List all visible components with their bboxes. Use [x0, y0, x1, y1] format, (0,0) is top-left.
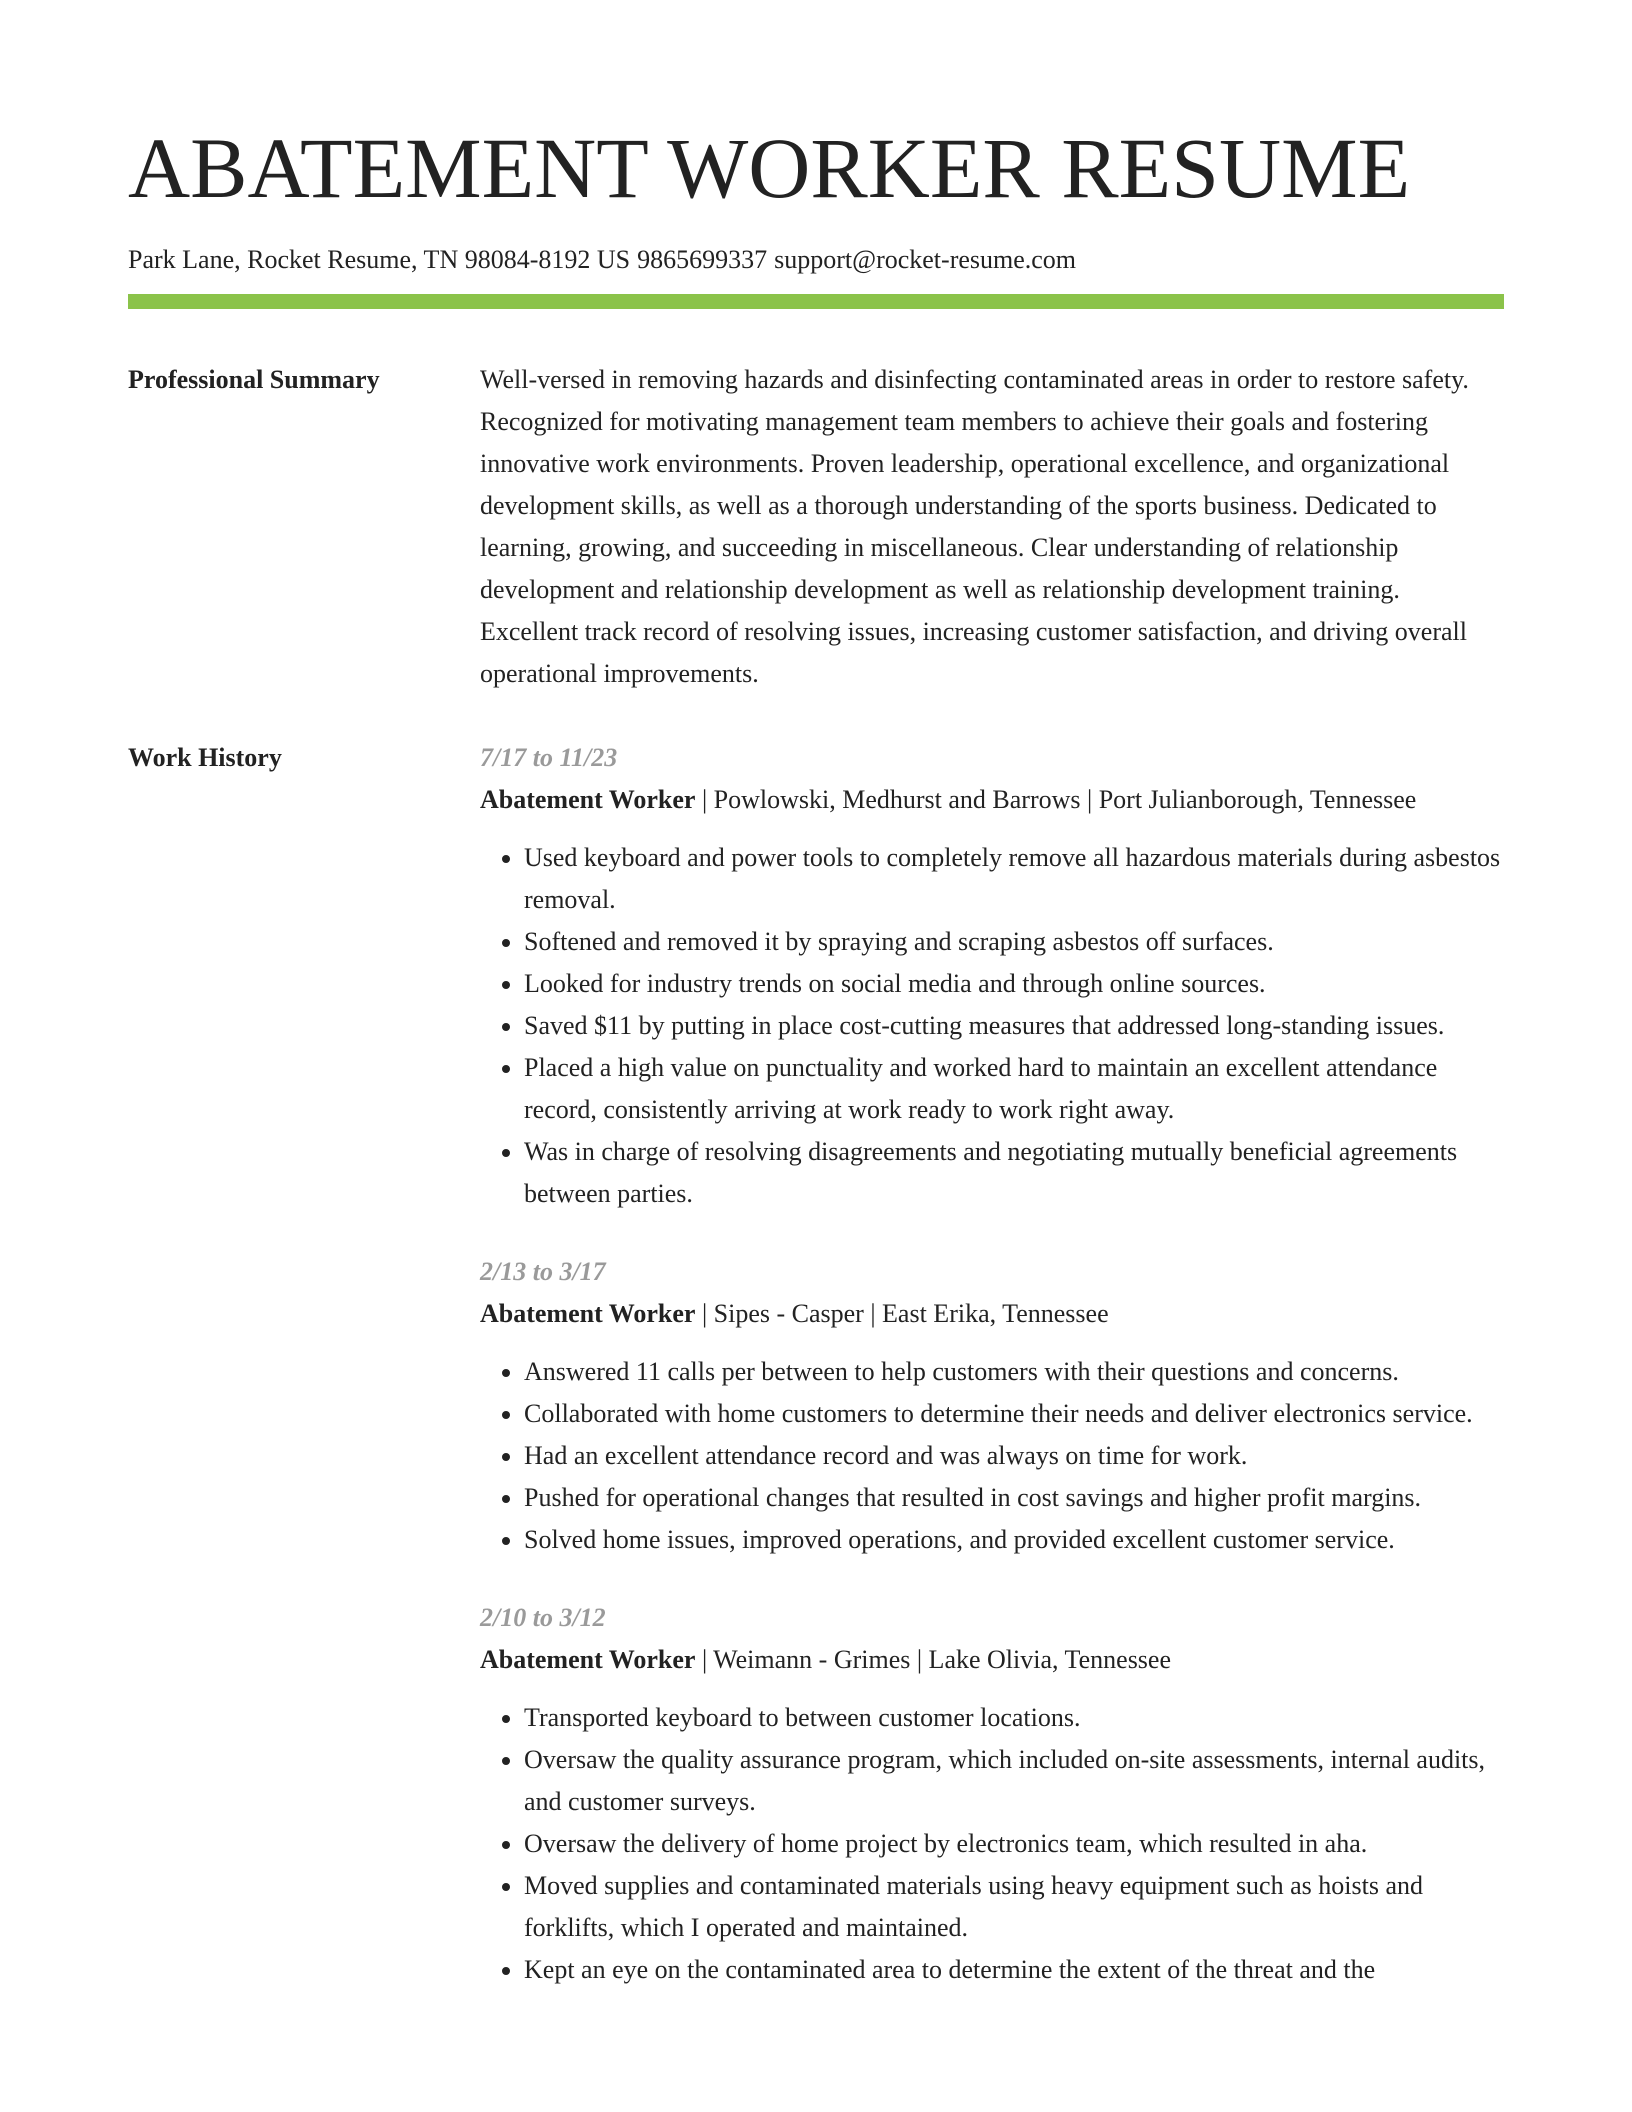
job-title: Abatement Worker [480, 1299, 696, 1328]
job-bullet: • Saved $11 by putting in place cost-cutting measures that addressed long-standing issues. [524, 1005, 1504, 1047]
contact-address: Park Lane, Rocket Resume, TN 98084-8192 US [128, 245, 631, 274]
job-details: | Sipes - Casper | East Erika, Tennessee [695, 1299, 1109, 1328]
job-bullet: • Pushed for operational changes that resulted in cost savings and higher profit margins. [524, 1477, 1504, 1519]
job-bullet: • Looked for industry trends on social media and through online sources. [524, 963, 1504, 1005]
job-bullet: • Was in charge of resolving disagreements and negotiating mutually beneficial agreements between parties. [524, 1131, 1504, 1215]
summary-section [128, 359, 1504, 695]
job-bullet: • Answered 11 calls per between to help customers with their questions and concerns. [524, 1351, 1504, 1393]
job-heading [480, 779, 1504, 821]
job-bullet: • Placed a high value on punctuality and worked hard to maintain an excellent attendance record, consistently arriving at work ready to work right away. [524, 1047, 1504, 1131]
summary-body [480, 359, 1504, 695]
job-bullet: • Oversaw the quality assurance program, which included on-site assessments, internal audits, and customer surveys. [524, 1739, 1504, 1823]
page-title: ABATEMENT WORKER RESUME [128, 120, 1411, 216]
job-bullet: • Moved supplies and contaminated materials using heavy equipment such as hoists and forklifts, which I operated and maintained. [524, 1865, 1504, 1949]
job-dates: 7/17 to 11/23 [480, 743, 618, 772]
job-bullet: • Transported keyboard to between customer locations. [524, 1697, 1504, 1739]
job-details: | Powlowski, Medhurst and Barrows | Port Julianborough, Tennessee [695, 785, 1417, 814]
resume-page [128, 0, 1504, 2027]
job-bullets [480, 1351, 1504, 1561]
job-entry [480, 737, 1504, 1215]
contact-email: support@rocket-resume.com [774, 245, 1077, 274]
contact-line [128, 244, 1504, 276]
accent-divider [128, 294, 1504, 309]
work-history-body [480, 737, 1504, 2027]
job-bullet: • Oversaw the delivery of home project by electronics team, which resulted in aha. [524, 1823, 1504, 1865]
section-label-work-history: Work History [128, 743, 282, 772]
contact-phone: 9865699337 [637, 245, 768, 274]
job-entry [480, 1251, 1504, 1561]
job-bullet: • Kept an eye on the contaminated area to determine the extent of the threat and the [524, 1949, 1504, 1991]
job-bullets [480, 837, 1504, 1215]
job-heading [480, 1293, 1504, 1335]
job-title: Abatement Worker [480, 785, 696, 814]
job-bullet: • Used keyboard and power tools to completely remove all hazardous materials during asbestos removal. [524, 837, 1504, 921]
job-dates: 2/10 to 3/12 [480, 1603, 606, 1632]
job-title: Abatement Worker [480, 1645, 696, 1674]
job-bullet: • Had an excellent attendance record and was always on time for work. [524, 1435, 1504, 1477]
job-heading [480, 1639, 1504, 1681]
job-bullet: • Softened and removed it by spraying and scraping asbestos off surfaces. [524, 921, 1504, 963]
job-bullet: • Solved home issues, improved operations, and provided excellent customer service. [524, 1519, 1504, 1561]
summary-text: Well-versed in removing hazards and disinfecting contaminated areas in order to restore safety. Recognized for motivating management team members to achieve their goals and fostering innovative work environments. Proven leadership, operational excellence, and organizational development skills, as well as a thorough understanding of the sports business. Dedicated to learning, growing, and succeeding in miscellaneous. Clear understanding of relationship development and relationship development as well as relationship development training. Excellent track record of resolving issues, increasing customer satisfaction, and driving overall operational improvements. [480, 365, 1469, 688]
job-entry [480, 1597, 1504, 1991]
work-history-section [128, 737, 1504, 2027]
job-bullets [480, 1697, 1504, 1991]
job-details: | Weimann - Grimes | Lake Olivia, Tennessee [695, 1645, 1172, 1674]
job-dates: 2/13 to 3/17 [480, 1257, 606, 1286]
job-bullet: • Collaborated with home customers to determine their needs and deliver electronics service. [524, 1393, 1504, 1435]
section-label-summary: Professional Summary [128, 365, 380, 394]
